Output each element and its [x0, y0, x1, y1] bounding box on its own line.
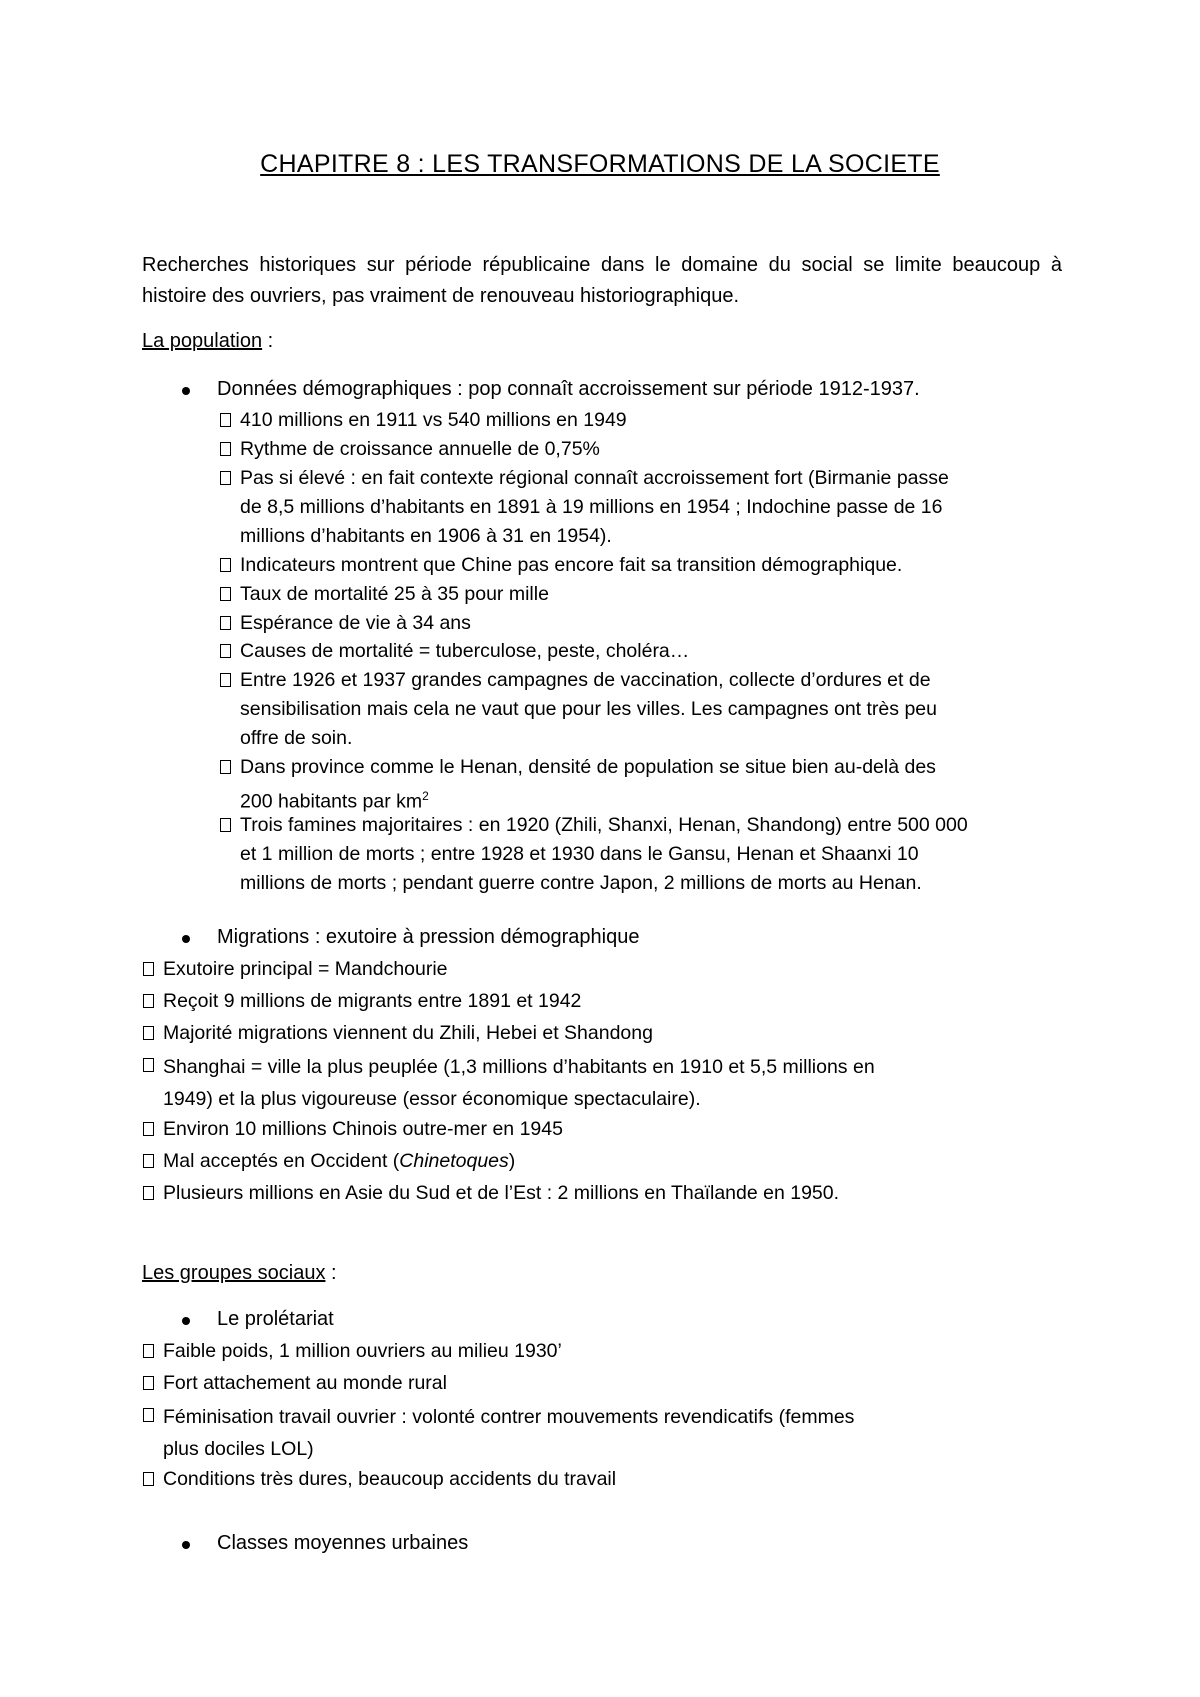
section-heading-groups: [142, 1262, 337, 1285]
checkbox-glyph-icon: [143, 994, 154, 1008]
document-page: CHAPITRE 8 : LES TRANSFORMATIONS DE LA SOCIETE Recherches historiques sur période républicaine dans le domaine du social se limite beaucoup à histoire des ouvriers, pas vraiment de renouveau historiographique. La population : Données démographiques : pop connaît accroissement sur période 1912-1937. 410 millions en 1911 vs 540 millions en 1949 Rythme de croissance annuelle de 0,75% Pas si élevé : en fait contexte régional connaît accroissement fort (Birmanie passe de 8,5 millions d’habitants en 1891 à 19 millions en 1954 ; Indochine passe de 16 millions d’habitants en 1906 à 31 en 1954). Indicateurs montrent que Chine pas encore fait sa transition démographique. Taux de mortalité 25 à 35 pour mille Espérance de vie à 34 ans Causes de mortalité = tuberculose, peste, choléra… Entre 1926 et 1937 grandes campagnes de vaccination, collecte d’ordures et de sensibilisation mais cela ne vaut que pour les villes. Les campagnes ont très peu offre de soin. Dans province comme le Henan, densité de population se situe bien au-delà des 200 habitants par $km^2$ Trois famines majoritaires : en 1920 (Zhili, Shanxi, Henan, Shandong) entre 500 000 et 1 million de morts ; entre 1928 et 1930 dans le Gansu, Henan et Shaanxi 10 millions de morts ; pendant guerre contre Japon, 2 millions de morts au Henan. Migrations : exutoire à pression démographique Exutoire principal = Mandchourie Reçoit 9 millions de migrants entre 1891 et 1942 Majorité migrations viennent du Zhili, Hebei et Shandong Shanghai = ville la plus peuplée (1,3 millions d’habitants en 1910 et 5,5 millions en 1949) et la plus vigoureuse (essor économique spectaculaire). Environ 10 millions Chinois outre-mer en 1945 Mal acceptés en Occident (Chinetoques) Plusieurs millions en Asie du Sud et de l’Est : 2 millions en Thaïlande en 1950. Les groupes sociaux : Le prolétariat Faible poids, 1 million ouvriers au milieu 1930’ Fort attachement au monde rural Féminisation travail ouvrier : volonté contrer mouvements revendicatifs (femmes plus dociles LOL) Conditions très dures, beaucoup accidents du travail Classes moyennes urbaines: [0, 0, 1200, 1697]
checkbox-glyph-icon: [143, 1058, 154, 1072]
heading-colon: :: [262, 330, 274, 352]
heading-colon: :: [325, 1262, 337, 1284]
checkbox-glyph-icon: [220, 558, 231, 572]
checkbox-glyph-icon: [143, 962, 154, 976]
page-title: CHAPITRE 8 : LES TRANSFORMATIONS DE LA SOCIETE: [260, 150, 940, 178]
bullet-text: Le prolétariat: [217, 1308, 334, 1330]
checkbox-glyph-icon: [220, 442, 231, 456]
checkbox-glyph-icon: [220, 471, 231, 485]
checkbox-glyph-icon: [143, 1122, 154, 1136]
checkbox-glyph-icon: [143, 1472, 154, 1486]
bullet-text: Classes moyennes urbaines: [217, 1532, 469, 1554]
checkbox-glyph-icon: [220, 587, 231, 601]
checkbox-glyph-icon: [143, 1344, 154, 1358]
bullet-dot-icon: [182, 935, 190, 943]
bullet-dot-icon: [182, 1541, 190, 1549]
bullet-text: Migrations : exutoire à pression démographique: [217, 926, 640, 948]
bullet-dot-icon: [182, 387, 190, 395]
italic-term: Chinetoques: [399, 1150, 509, 1172]
checkbox-glyph-icon: [220, 616, 231, 630]
checkbox-glyph-icon: [143, 1186, 154, 1200]
superscript: 2: [422, 789, 429, 803]
checkbox-glyph-icon: [220, 644, 231, 658]
checkbox-glyph-icon: [220, 413, 231, 427]
checkbox-glyph-icon: [143, 1376, 154, 1390]
checkbox-glyph-icon: [220, 818, 231, 832]
bullet-text: Données démographiques : pop connaît accroissement sur période 1912-1937.: [217, 378, 920, 400]
heading-text: La population: [142, 330, 263, 352]
section-heading-population: [142, 330, 273, 353]
checkbox-glyph-icon: [143, 1408, 154, 1422]
checkbox-glyph-icon: [220, 673, 231, 687]
intro-paragraph: Recherches historiques sur période républicaine dans le domaine du social se limite beaucoup à histoire des ouvriers, pas vraiment de renouveau historiographique.: [142, 254, 1062, 307]
checkbox-glyph-icon: [143, 1026, 154, 1040]
heading-text: Les groupes sociaux: [142, 1262, 326, 1284]
bullet-dot-icon: [182, 1317, 190, 1325]
checkbox-glyph-icon: [143, 1154, 154, 1168]
checkbox-glyph-icon: [220, 760, 231, 774]
